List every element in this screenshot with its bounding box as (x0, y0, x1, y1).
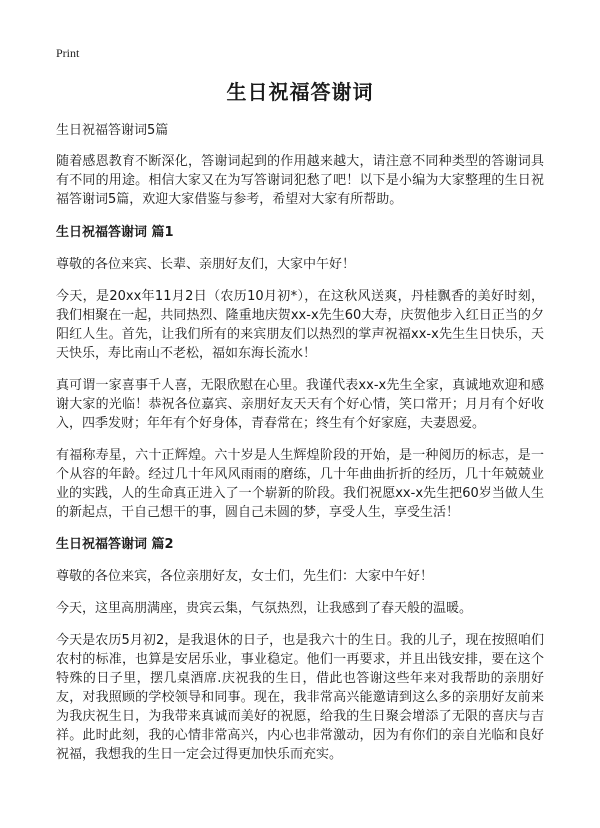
intro-paragraph: 随着感恩教育不断深化，答谢词起到的作用越来越大，请注意不同种类型的答谢词具有不同的用途。相信大家又在为写答谢词犯愁了吧！以下是小编为大家整理的生日祝福答谢词5篇，欢迎大家借鉴与参考，希望对大家有所帮助。 (56, 154, 544, 207)
section-heading-1: 生日祝福答谢词 篇1 (56, 225, 174, 240)
section-heading-2: 生日祝福答谢词 篇2 (56, 537, 174, 552)
paragraph: 今天，是20xx年11月2日（农历10月初*），在这秋风送爽，丹桂飘香的美好时刻，我们相聚在一起，共同热烈、隆重地庆贺xx-x先生60大寿，庆贺他步入红日正当的夕阳红人生。首先，让我们所有的来宾朋友们以热烈的掌声祝福xx-x先生生日快乐，天天快乐，寿比南山不老松，福如东海长流水！ (56, 289, 544, 361)
page-title: 生日祝福答谢词 (226, 80, 374, 104)
paragraph: 尊敬的各位来宾，各位亲朋好友，女士们，先生们：大家中午好！ (56, 569, 434, 584)
article-subtitle: 生日祝福答谢词5篇 (56, 123, 169, 138)
paragraph: 尊敬的各位来宾、长辈、亲朋好友们，大家中午好！ (56, 257, 356, 272)
paragraph: 今天，这里高朋满座，贵宾云集，气氛热烈，让我感到了春天般的温暖。 (56, 601, 473, 616)
article-body (56, 121, 544, 777)
print-link[interactable]: Print (56, 46, 80, 60)
paragraph: 有福称寿星，六十正辉煌。六十岁是人生辉煌阶段的开始，是一种阅历的标志，是一个从容的年龄。经过几十年风风雨雨的磨练，几十年曲曲折折的经历，几十年兢兢业业的实践，人的生命真正进入了一个崭新的阶段。我们祝愿xx-x先生把60岁当做人生的新起点，干自己想干的事，圆自己未圆的梦，享受人生，享受生活！ (56, 448, 544, 520)
paragraph: 今天是农历5月初2，是我退休的日子，也是我六十的生日。我的儿子，现在按照咱们农村的标准，也算是安居乐业，事业稳定。他们一再要求，并且出钱安排，要在这个特殊的日子里，摆几桌酒席.庆祝我的生日，借此也答谢这些年来对我帮助的亲朋好友，对我照顾的学校领导和同事。现在，我非常高兴能邀请到这么多的亲朋好友前来为我庆祝生日，为我带来真诚而美好的祝愿，给我的生日聚会增添了无限的喜庆与吉祥。此时此刻，我的心情非常高兴，内心也非常激动，因为有你们的亲自光临和良好祝福，我想我的生日一定会过得更加快乐而充实。 (56, 633, 544, 762)
paragraph: 真可谓一家喜事千人喜，无限欣慰在心里。我谨代表xx-x先生全家，真诚地欢迎和感谢大家的光临！恭祝各位嘉宾、亲朋好友天天有个好心情，笑口常开；月月有个好收入，四季发财；年年有个好身体，青春常在；终生有个好家庭，夫妻恩爱。 (56, 378, 544, 431)
